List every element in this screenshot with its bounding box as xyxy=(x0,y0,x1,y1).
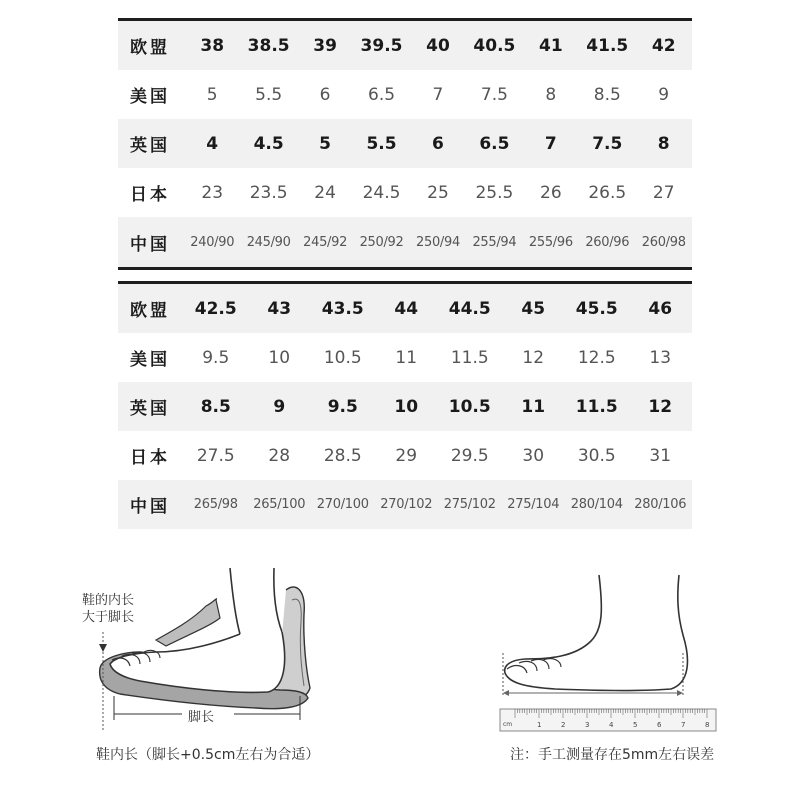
row-us xyxy=(118,70,692,119)
size-cell: 275/104 xyxy=(507,497,560,512)
size-cell: 25.5 xyxy=(475,182,514,203)
size-cell: 39.5 xyxy=(360,35,403,56)
size-cell: 250/92 xyxy=(359,234,404,250)
size-cell: 23 xyxy=(201,182,224,203)
row-label: 英国 xyxy=(130,136,170,156)
row-label: 美国 xyxy=(130,87,170,107)
row-label: 欧盟 xyxy=(130,38,170,58)
size-cell: 12.5 xyxy=(577,347,616,368)
size-cell: 38.5 xyxy=(247,35,290,56)
size-cell: 265/98 xyxy=(193,497,238,512)
size-cell: 10.5 xyxy=(323,347,362,368)
size-cell: 7.5 xyxy=(592,133,623,154)
ruler-number: 6 xyxy=(657,721,662,729)
size-cell: 43.5 xyxy=(321,298,364,319)
size-cell: 24 xyxy=(314,182,336,203)
size-cell: 7 xyxy=(432,84,444,105)
size-cell: 30 xyxy=(522,445,545,466)
size-cell: 240/90 xyxy=(190,234,235,250)
size-cell: 26 xyxy=(540,182,562,203)
size-cell: 8 xyxy=(657,133,670,154)
row-label: 欧盟 xyxy=(130,301,170,321)
size-cell: 12 xyxy=(522,347,545,368)
size-cell: 6.5 xyxy=(368,84,396,105)
row-label: 美国 xyxy=(130,350,170,370)
size-cell: 9 xyxy=(658,84,670,105)
size-cell: 250/94 xyxy=(416,234,460,250)
row-label: 英国 xyxy=(130,399,170,419)
size-cell: 9 xyxy=(273,396,286,417)
size-cell: 46 xyxy=(648,298,673,319)
size-cell: 6 xyxy=(319,84,331,105)
size-cell: 30.5 xyxy=(577,445,616,466)
size-cell: 40.5 xyxy=(473,35,516,56)
size-cell: 4.5 xyxy=(253,133,284,154)
size-cell: 29.5 xyxy=(450,445,489,466)
size-cell: 280/106 xyxy=(634,497,687,512)
size-cell: 27 xyxy=(652,182,675,203)
size-cell: 9.5 xyxy=(202,347,230,368)
size-cell: 40 xyxy=(426,35,450,56)
size-cell: 9.5 xyxy=(327,396,358,417)
size-cell: 26.5 xyxy=(588,182,627,203)
ruler-number: 7 xyxy=(681,721,686,729)
callout-inner-length-line2: 大于脚长 xyxy=(82,610,135,625)
ruler-number: 4 xyxy=(609,721,614,729)
size-cell: 11 xyxy=(521,396,546,417)
ruler-number: 3 xyxy=(585,721,590,729)
row-eu xyxy=(118,21,692,70)
size-cell: 23.5 xyxy=(249,182,288,203)
size-cell: 7.5 xyxy=(480,84,508,105)
foot-measure-illustration xyxy=(495,565,720,735)
size-cell: 41 xyxy=(539,35,563,56)
size-cell: 5 xyxy=(319,133,332,154)
size-cell: 44.5 xyxy=(448,298,491,319)
size-cell: 265/100 xyxy=(253,497,306,512)
size-cell: 44 xyxy=(394,298,419,319)
size-cell: 5 xyxy=(206,84,218,105)
foot-in-shoe-illustration xyxy=(70,560,360,740)
size-cell: 12 xyxy=(648,396,673,417)
size-cell: 27.5 xyxy=(196,445,235,466)
size-cell: 8.5 xyxy=(593,84,621,105)
row-japan xyxy=(118,431,692,480)
row-china xyxy=(118,217,692,270)
size-cell: 41.5 xyxy=(586,35,629,56)
measurement-error-note: 注：手工测量存在5mm左右误差 xyxy=(510,747,715,763)
size-cell: 31 xyxy=(649,445,672,466)
row-eu xyxy=(118,284,692,333)
size-cell: 4 xyxy=(206,133,219,154)
size-cell: 24.5 xyxy=(362,182,401,203)
row-uk xyxy=(118,382,692,431)
size-cell: 6.5 xyxy=(479,133,510,154)
ruler-number: 2 xyxy=(561,721,566,729)
size-chart-table-1 xyxy=(118,18,692,270)
size-cell: 28.5 xyxy=(323,445,362,466)
size-cell: 5.5 xyxy=(255,84,283,105)
size-cell: 11.5 xyxy=(575,396,618,417)
ruler-unit: cm xyxy=(503,721,513,728)
size-cell: 45 xyxy=(521,298,546,319)
callout-inner-length-line1: 鞋的内长 xyxy=(82,593,135,608)
size-cell: 255/96 xyxy=(528,234,573,250)
size-cell: 7 xyxy=(544,133,557,154)
size-cell: 8 xyxy=(545,84,557,105)
ruler-number: 1 xyxy=(537,721,542,729)
size-cell: 25 xyxy=(427,182,449,203)
size-cell: 10 xyxy=(268,347,291,368)
size-cell: 42 xyxy=(651,35,676,56)
row-japan xyxy=(118,168,692,217)
size-cell: 275/102 xyxy=(443,497,496,512)
size-cell: 29 xyxy=(395,445,418,466)
row-china xyxy=(118,480,692,529)
row-label: 中国 xyxy=(130,497,170,517)
size-cell: 10 xyxy=(394,396,419,417)
row-uk xyxy=(118,119,692,168)
size-cell: 39 xyxy=(313,35,337,56)
size-cell: 255/94 xyxy=(472,234,517,250)
size-cell: 245/92 xyxy=(303,234,348,250)
row-label: 日本 xyxy=(130,185,170,205)
row-us xyxy=(118,333,692,382)
size-cell: 270/102 xyxy=(380,497,433,512)
size-cell: 5.5 xyxy=(366,133,397,154)
size-cell: 245/90 xyxy=(246,234,291,250)
size-cell: 11.5 xyxy=(450,347,489,368)
size-cell: 45.5 xyxy=(575,298,618,319)
shoe-inner-length-caption: 鞋内长（脚长+0.5cm左右为合适） xyxy=(96,747,320,763)
size-cell: 42.5 xyxy=(194,298,237,319)
size-cell: 260/98 xyxy=(641,234,686,250)
size-cell: 13 xyxy=(649,347,672,368)
size-cell: 28 xyxy=(268,445,291,466)
size-cell: 38 xyxy=(200,35,225,56)
size-cell: 43 xyxy=(267,298,292,319)
row-label: 日本 xyxy=(130,448,170,468)
size-cell: 260/96 xyxy=(585,234,630,250)
size-cell: 8.5 xyxy=(200,396,231,417)
size-cell: 11 xyxy=(395,347,418,368)
size-cell: 280/104 xyxy=(570,497,623,512)
size-chart-table-2 xyxy=(118,281,692,529)
ruler-number: 8 xyxy=(705,721,710,729)
ruler-number: 5 xyxy=(633,721,638,729)
size-cell: 10.5 xyxy=(448,396,491,417)
size-cell: 270/100 xyxy=(316,497,369,512)
size-cell: 6 xyxy=(432,133,444,154)
foot-length-label: 脚长 xyxy=(188,710,215,725)
row-label: 中国 xyxy=(130,234,170,255)
